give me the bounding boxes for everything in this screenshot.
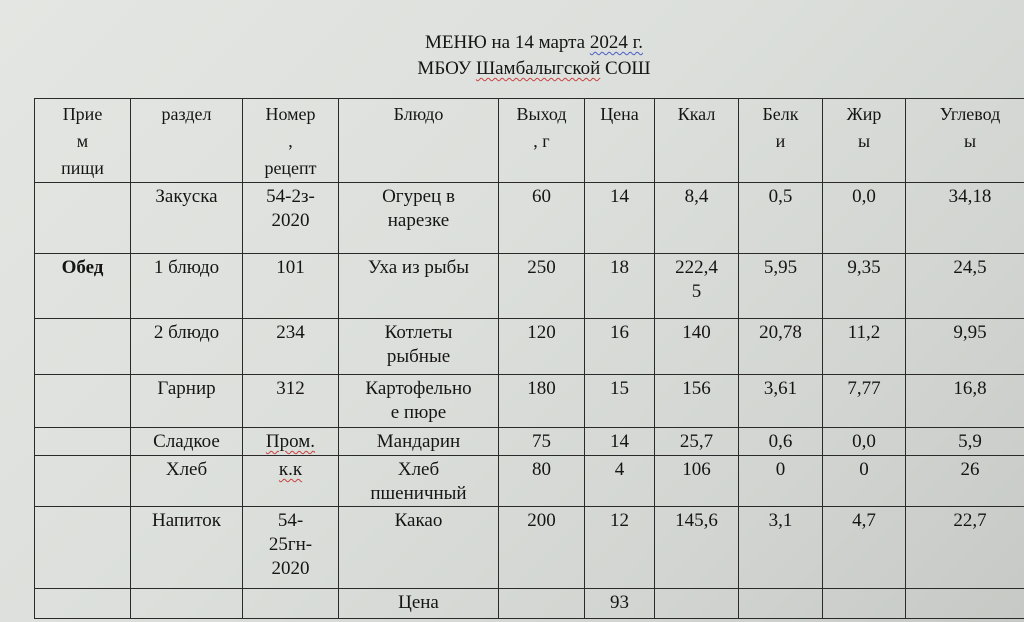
cell-dish: Мандарин (339, 428, 499, 456)
cell-price: 14 (585, 183, 655, 254)
cell-kcal: 156 (655, 375, 739, 428)
meal-cell (35, 254, 131, 319)
cell-dish: Уха из рыбы (339, 254, 499, 319)
cell-yield: 250 (499, 254, 585, 319)
meal-label: Обед (61, 257, 104, 278)
column-header-section: раздел (131, 99, 243, 183)
cell-fat: 0,0 (823, 183, 906, 254)
cell-price: 14 (585, 428, 655, 456)
cell-dish: Огурец в нарезке (339, 183, 499, 254)
total-cell (499, 589, 585, 619)
total-cell (35, 589, 131, 619)
cell-dish: Котлеты рыбные (339, 319, 499, 375)
school-name-main: Шамбалыгской (475, 58, 601, 79)
table-header-row (35, 99, 1024, 183)
column-header-meal: Прие м пищи (35, 99, 131, 183)
column-header-dish: Блюдо (339, 99, 499, 183)
column-header-kcal: Ккал (655, 99, 739, 183)
cell-yield: 200 (499, 507, 585, 589)
column-header-recipe: Номер , рецепт (243, 99, 339, 183)
cell-kcal: 8,4 (655, 183, 739, 254)
table-row (35, 428, 1024, 456)
meal-cell (35, 375, 131, 428)
cell-kcal: 222,4 5 (655, 254, 739, 319)
cell-protein: 3,61 (739, 375, 823, 428)
cell-protein: 5,95 (739, 254, 823, 319)
table-row (35, 254, 1024, 319)
cell-fat: 11,2 (823, 319, 906, 375)
cell-recipe: 312 (243, 375, 339, 428)
total-cell (906, 589, 1024, 619)
cell-yield: 80 (499, 456, 585, 507)
cell-carbs: 34,18 (906, 183, 1024, 254)
meal-cell (35, 428, 131, 456)
cell-carbs: 24,5 (906, 254, 1024, 319)
cell-fat: 0 (823, 456, 906, 507)
meal-cell (35, 319, 131, 375)
cell-section: 1 блюдо (131, 254, 243, 319)
table-row (35, 375, 1024, 428)
menu-title-year: 2024 г. (589, 32, 644, 53)
menu-table (34, 98, 1024, 619)
cell-yield: 120 (499, 319, 585, 375)
cell-price: 18 (585, 254, 655, 319)
cell-section: Закуска (131, 183, 243, 254)
cell-yield: 60 (499, 183, 585, 254)
cell-price: 15 (585, 375, 655, 428)
cell-carbs: 22,7 (906, 507, 1024, 589)
cell-section: Сладкое (131, 428, 243, 456)
cell-recipe: 234 (243, 319, 339, 375)
cell-carbs: 26 (906, 456, 1024, 507)
cell-protein: 0,6 (739, 428, 823, 456)
total-value: 93 (585, 589, 655, 619)
school-name-prefix: МБОУ (417, 58, 476, 79)
cell-price: 12 (585, 507, 655, 589)
cell-kcal: 25,7 (655, 428, 739, 456)
cell-kcal: 140 (655, 319, 739, 375)
cell-price: 4 (585, 456, 655, 507)
cell-kcal: 106 (655, 456, 739, 507)
cell-price: 16 (585, 319, 655, 375)
cell-section: Напиток (131, 507, 243, 589)
school-name-suffix: СОШ (600, 58, 651, 79)
menu-title-prefix: МЕНЮ на 14 марта (424, 32, 590, 53)
cell-recipe: 54-2з- 2020 (243, 183, 339, 254)
meal-cell (35, 507, 131, 589)
cell-carbs: 5,9 (906, 428, 1024, 456)
table-row (35, 319, 1024, 375)
column-header-yield: Выход , г (499, 99, 585, 183)
meal-cell (35, 456, 131, 507)
total-cell (823, 589, 906, 619)
total-cell (655, 589, 739, 619)
cell-kcal: 145,6 (655, 507, 739, 589)
cell-fat: 0,0 (823, 428, 906, 456)
cell-dish: Хлеб пшеничный (339, 456, 499, 507)
cell-carbs: 16,8 (906, 375, 1024, 428)
column-header-carbs: Углевод ы (906, 99, 1024, 183)
cell-fat: 9,35 (823, 254, 906, 319)
cell-yield: 180 (499, 375, 585, 428)
column-header-protein: Белк и (739, 99, 823, 183)
column-header-price: Цена (585, 99, 655, 183)
total-cell (243, 589, 339, 619)
cell-section: 2 блюдо (131, 319, 243, 375)
cell-recipe (243, 456, 339, 507)
cell-recipe: 101 (243, 254, 339, 319)
meal-cell (35, 183, 131, 254)
cell-protein: 0 (739, 456, 823, 507)
cell-fat: 4,7 (823, 507, 906, 589)
cell-dish: Картофельно е пюре (339, 375, 499, 428)
table-row (35, 456, 1024, 507)
table-row (35, 183, 1024, 254)
recipe-code: к.к (278, 459, 303, 480)
cell-yield: 75 (499, 428, 585, 456)
column-header-fat: Жир ы (823, 99, 906, 183)
table-row (35, 507, 1024, 589)
cell-recipe (243, 428, 339, 456)
total-label: Цена (339, 589, 499, 619)
cell-section: Хлеб (131, 456, 243, 507)
total-cell (739, 589, 823, 619)
cell-section: Гарнир (131, 375, 243, 428)
menu-title (22, 31, 1024, 55)
cell-carbs: 9,95 (906, 319, 1024, 375)
school-name (22, 57, 1024, 81)
cell-dish: Какао (339, 507, 499, 589)
cell-protein: 0,5 (739, 183, 823, 254)
total-cell (131, 589, 243, 619)
cell-fat: 7,77 (823, 375, 906, 428)
cell-protein: 3,1 (739, 507, 823, 589)
recipe-code: Пром. (265, 431, 316, 452)
total-row (35, 589, 1024, 619)
cell-protein: 20,78 (739, 319, 823, 375)
cell-recipe: 54- 25гн- 2020 (243, 507, 339, 589)
